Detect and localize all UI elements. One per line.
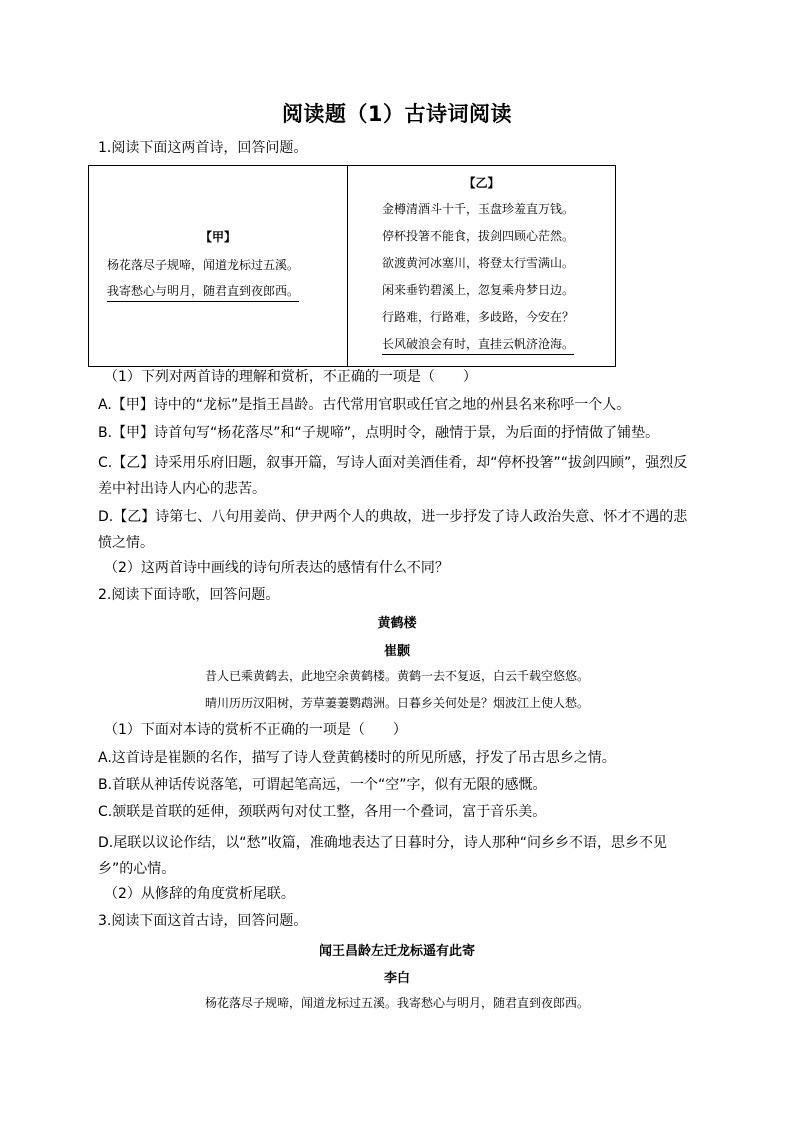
q2-poem-title: 黄鹤楼 xyxy=(377,616,417,631)
q1-option-c: C.【乙】诗采用乐府旧题，叙事开篇，写诗人面对美酒佳肴，却“停杯投箸”“拔剑四顾”，强烈反差中衬出诗人内心的悲苦。 xyxy=(98,455,688,497)
poem-b-line-3: 欲渡黄河冰塞川，将登太行雪满山。 xyxy=(382,256,575,270)
poem-b-line-6-underlined: 长风破浪会有时，直挂云帆济沧海。 xyxy=(382,335,574,355)
q1-option-a: A.【甲】诗中的“龙标”是指王昌龄。古代常用官职或任官之地的州县名来称呼一个人。 xyxy=(98,397,631,413)
q2-option-b: B.首联从神话传说落笔，可谓起笔高远，一个“空”字，似有无限的感慨。 xyxy=(98,777,547,793)
poem-b-cell xyxy=(348,166,615,366)
q2-sub-question-2: （2）从修辞的角度赏析尾联。 xyxy=(104,886,295,902)
q3-poem-author: 李白 xyxy=(383,971,410,986)
q2-option-a: A.这首诗是崔颢的名作，描写了诗人登黄鹤楼时的所见所感，抒发了吊古思乡之情。 xyxy=(98,750,616,766)
poem-a-cell xyxy=(89,166,348,366)
poem-b-line-4: 闲来垂钓碧溪上，忽复乘舟梦日边。 xyxy=(382,283,575,297)
q3-poem-line: 杨花落尽子规啼，闻道龙标过五溪。我寄愁心与明月，随君直到夜郎西。 xyxy=(204,996,589,1010)
page-title: 阅读题（1）古诗词阅读 xyxy=(281,102,513,126)
q2-option-d: D.尾联以议论作结，以“愁”收篇，准确地表达了日暮时分，诗人那种“问乡乡不语，思乡不见乡”的心情。 xyxy=(98,835,667,877)
q3-intro: 3.阅读下面这首古诗，回答问题。 xyxy=(98,913,308,929)
poem-a-line-1: 杨花落尽子规啼，闻道龙标过五溪。 xyxy=(107,258,300,272)
q1-intro: 1.阅读下面这两首诗，回答问题。 xyxy=(98,140,308,156)
q2-poem-line-1: 昔人已乘黄鹤去，此地空余黄鹤楼。黄鹤一去不复返，白云千载空悠悠。 xyxy=(204,669,589,683)
q1-option-b: B.【甲】诗首句写“杨花落尽”和“子规啼”，点明时令，融情于景，为后面的抒情做了铺垫。 xyxy=(98,425,660,441)
q2-sub-question-1: （1）下面对本诗的赏析不正确的一项是（ ） xyxy=(104,722,407,738)
poem-a-line-2-underlined: 我寄愁心与明月，随君直到夜郎西。 xyxy=(107,282,299,302)
poem-b-line-1: 金樽清酒斗十千，玉盘珍羞直万钱。 xyxy=(382,202,575,216)
poem-b-line-5: 行路难，行路难，多歧路，今安在？ xyxy=(382,310,575,324)
poem-b-label: 【乙】 xyxy=(463,176,500,190)
poem-comparison-table xyxy=(88,165,616,367)
poem-b-line-2: 停杯投箸不能食，拔剑四顾心茫然。 xyxy=(382,229,575,243)
q2-option-c: C.颔联是首联的延伸，颈联两句对仗工整，各用一个叠词，富于音乐美。 xyxy=(98,804,547,820)
q2-poem-line-2: 晴川历历汉阳树，芳草萋萋鹦鹉洲。日暮乡关何处是？烟波江上使人愁。 xyxy=(204,696,589,710)
q1-option-d: D.【乙】诗第七、八句用姜尚、伊尹两个人的典故，进一步抒发了诗人政治失意、怀才不遇的悲愤之情。 xyxy=(98,509,688,551)
poem-a-label: 【甲】 xyxy=(199,230,236,244)
q3-poem-title: 闻王昌龄左迁龙标遥有此寄 xyxy=(318,944,475,959)
q2-poem-author: 崔颢 xyxy=(383,644,410,659)
q1-sub-question-1: （1）下列对两首诗的理解和赏析，不正确的一项是（ ） xyxy=(104,369,477,385)
q2-intro: 2.阅读下面诗歌，回答问题。 xyxy=(98,587,280,603)
q1-sub-question-2: （2）这两首诗中画线的诗句所表达的感情有什么不同？ xyxy=(104,560,449,576)
